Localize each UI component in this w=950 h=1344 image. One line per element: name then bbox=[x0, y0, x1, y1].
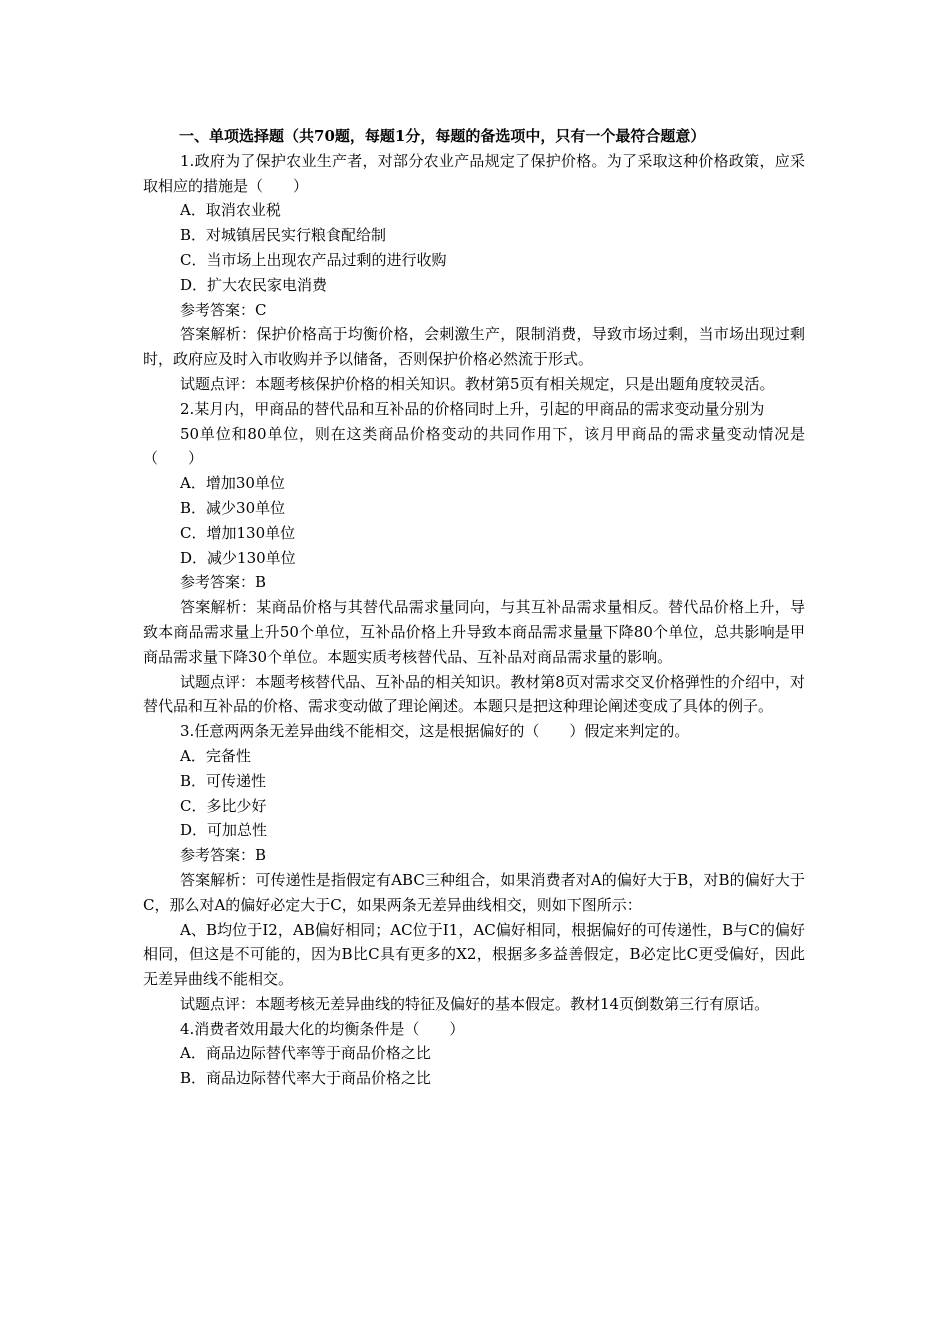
option-b: B．对城镇居民实行粮食配给制 bbox=[180, 226, 387, 245]
option-d: D．减少130单位 bbox=[180, 548, 296, 567]
option-a: A．商品边际替代率等于商品价格之比 bbox=[180, 1044, 431, 1063]
option-d: D．扩大农民家电消费 bbox=[180, 275, 328, 294]
reference-answer: 参考答案：B bbox=[180, 573, 267, 592]
answer-analysis: 答案解析：保护价格高于均衡价格，会刺激生产，限制消费，导致市场过剩，当市场出现过剩时，政府应及时入市收购并予以储备，否则保护价格必然流于形式。 bbox=[143, 325, 805, 369]
reference-answer: 参考答案：C bbox=[180, 300, 267, 319]
option-b: B．商品边际替代率大于商品价格之比 bbox=[180, 1069, 432, 1088]
question-stem: 2.某月内，甲商品的替代品和互补品的价格同时上升，引起的甲商品的需求变动量分别为 bbox=[180, 399, 765, 418]
option-b: B．减少30单位 bbox=[180, 498, 286, 517]
question-stem-continued: 50单位和80单位，则在这类商品价格变动的共同作用下，该月甲商品的需求量变动情况是（ ） bbox=[143, 424, 805, 468]
option-d: D．可加总性 bbox=[180, 821, 268, 840]
option-b: B．可传递性 bbox=[180, 771, 267, 790]
document-body bbox=[143, 124, 805, 1091]
question-stem: 1.政府为了保护农业生产者，对部分农业产品规定了保护价格。为了采取这种价格政策，应采取相应的措施是（ ） bbox=[143, 151, 805, 195]
question-stem: 4.消费者效用最大化的均衡条件是（ ） bbox=[180, 1019, 465, 1038]
answer-analysis: 答案解析：某商品价格与其替代品需求量同向，与其互补品需求量相反。替代品价格上升，导致本商品需求量上升50个单位，互补品价格上升导致本商品需求量量下降80个单位，总共影响是甲商品需求量下降30个单位。本题实质考核替代品、互补品对商品需求量的影响。 bbox=[143, 598, 805, 666]
question-comment: 试题点评：本题考核无差异曲线的特征及偏好的基本假定。教材14页倒数第三行有原话。 bbox=[180, 994, 770, 1013]
option-a: A．取消农业税 bbox=[180, 201, 281, 220]
answer-analysis-continued: A、B均位于I2，AB偏好相同；AC位于I1，AC偏好相同，根据偏好的可传递性，B与C的偏好相同，但这是不可能的，因为B比C具有更多的X2，根据多多益善假定，B必定比C更受偏好，因此无差异曲线不能相交。 bbox=[143, 920, 805, 989]
option-a: A．增加30单位 bbox=[180, 474, 285, 493]
answer-analysis: 答案解析：可传递性是指假定有ABC三种组合，如果消费者对A的偏好大于B，对B的偏好大于C，那么对A的偏好必定大于C，如果两条无差异曲线相交，则如下图所示： bbox=[143, 870, 805, 914]
section-heading: 一、单项选择题（共70题，每题1分，每题的备选项中，只有一个最符合题意） bbox=[179, 127, 706, 145]
question-comment: 试题点评：本题考核替代品、互补品的相关知识。教材第8页对需求交叉价格弹性的介绍中，对替代品和互补品的价格、需求变动做了理论阐述。本题只是把这种理论阐述变成了具体的例子。 bbox=[143, 672, 805, 716]
option-c: C．当市场上出现农产品过剩的进行收购 bbox=[180, 250, 447, 269]
option-c: C．多比少好 bbox=[180, 796, 267, 815]
reference-answer: 参考答案：B bbox=[180, 846, 267, 865]
option-c: C．增加130单位 bbox=[180, 523, 296, 542]
question-comment: 试题点评：本题考核保护价格的相关知识。教材第5页有相关规定，只是出题角度较灵活。 bbox=[180, 374, 775, 393]
question-stem: 3.任意两两条无差异曲线不能相交，这是根据偏好的（ ）假定来判定的。 bbox=[180, 722, 690, 741]
option-a: A．完备性 bbox=[180, 746, 251, 765]
